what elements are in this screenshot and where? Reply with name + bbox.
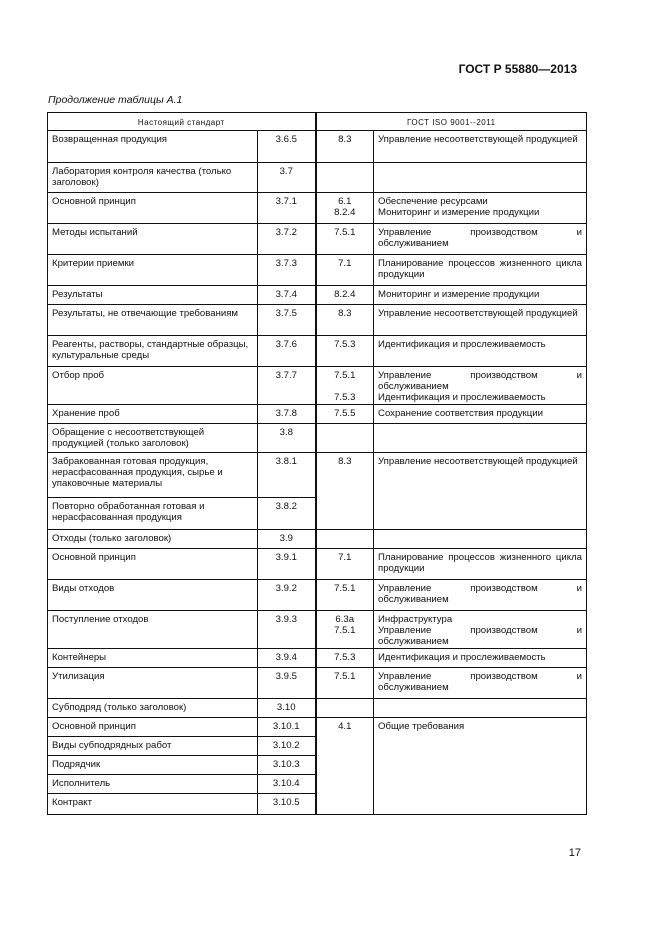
iso-description-cell [374,530,587,549]
table-row [48,163,587,193]
term-cell: Контракт [48,794,258,815]
iso-clause-cell: 6.1 8.2.4 [316,193,374,224]
clause-number-cell: 3.9.2 [258,580,316,611]
term-cell: Поступление отходов [48,611,258,649]
table-row [48,255,587,286]
table-row [48,718,587,737]
table-row [48,336,587,367]
clause-number-cell: 3.9.5 [258,668,316,699]
clause-number-cell: 3.7 [258,163,316,193]
term-cell: Контейнеры [48,649,258,668]
clause-number-cell: 3.8.1 [258,453,316,498]
table-row [48,453,587,498]
clause-number-cell: 3.8 [258,424,316,453]
table-row [48,193,587,224]
iso-clause-cell: 8.3 [316,453,374,530]
term-cell: Виды отходов [48,580,258,611]
term-cell: Подрядчик [48,756,258,775]
term-cell: Основной принцип [48,193,258,224]
iso-clause-cell [316,699,374,718]
table-row [48,405,587,424]
header-iso-standard: ГОСТ ISO 9001--2011 [316,113,587,131]
table-header-row [48,113,587,131]
iso-description-cell: Управление производством и обслуживанием Идентификация и прослеживаемость [374,367,587,405]
iso-description-cell: Идентификация и прослеживаемость [374,336,587,367]
term-cell: Забракованная готовая продукция, нерасфасованная продукция, сырье и упаковочные материалы [48,453,258,498]
iso-description-cell: Планирование процессов жизненного цикла продукции [374,255,587,286]
iso-description-cell [374,424,587,453]
iso-description-cell: Мониторинг и измерение продукции [374,286,587,305]
table-row [48,699,587,718]
table-row [48,649,587,668]
iso-clause-cell: 8.3 [316,305,374,336]
clause-number-cell: 3.10.2 [258,737,316,756]
iso-clause-cell: 7.5.3 [316,336,374,367]
term-cell: Утилизация [48,668,258,699]
clause-number-cell: 3.9.3 [258,611,316,649]
iso-description-cell: Планирование процессов жизненного цикла продукции [374,549,587,580]
iso-clause-cell: 7.5.5 [316,405,374,424]
iso-description-cell: Управление несоответствующей продукцией [374,131,587,163]
clause-number-cell: 3.7.2 [258,224,316,255]
table-row [48,305,587,336]
iso-description-cell: Управление производством и обслуживанием [374,668,587,699]
correspondence-table [47,112,587,815]
term-cell: Хранение проб [48,405,258,424]
table-row [48,530,587,549]
table-row [48,224,587,255]
table-row [48,580,587,611]
table-row [48,131,587,163]
table-caption: Продолжение таблицы А.1 [48,94,183,106]
iso-description-cell: Управление несоответствующей продукцией [374,453,587,530]
clause-number-cell: 3.8.2 [258,498,316,530]
term-cell: Субподряд (только заголовок) [48,699,258,718]
clause-number-cell: 3.7.1 [258,193,316,224]
clause-number-cell: 3.7.6 [258,336,316,367]
term-cell: Лаборатория контроля качества (только заголовок) [48,163,258,193]
iso-clause-cell: 8.3 [316,131,374,163]
clause-number-cell: 3.6.5 [258,131,316,163]
iso-clause-cell: 4.1 [316,718,374,815]
iso-description-cell: Идентификация и прослеживаемость [374,649,587,668]
iso-clause-cell: 6.3а 7.5.1 [316,611,374,649]
term-cell: Повторно обработанная готовая и нерасфасованная продукция [48,498,258,530]
table-row [48,611,587,649]
term-cell: Обращение с несоответствующей продукцией (только заголовок) [48,424,258,453]
iso-clause-cell [316,163,374,193]
iso-clause-cell: 8.2.4 [316,286,374,305]
clause-number-cell: 3.10 [258,699,316,718]
iso-description-cell: Управление производством и обслуживанием [374,224,587,255]
clause-number-cell: 3.9.4 [258,649,316,668]
iso-clause-cell: 7.1 [316,549,374,580]
table-row [48,549,587,580]
iso-clause-cell [316,530,374,549]
clause-number-cell: 3.10.3 [258,756,316,775]
term-cell: Основной принцип [48,549,258,580]
iso-description-cell: Управление несоответствующей продукцией [374,305,587,336]
term-cell: Основной принцип [48,718,258,737]
term-cell: Отбор проб [48,367,258,405]
table-row [48,668,587,699]
clause-number-cell: 3.10.5 [258,794,316,815]
iso-clause-cell: 7.5.3 [316,649,374,668]
term-cell: Критерии приемки [48,255,258,286]
table-row [48,286,587,305]
iso-description-cell: Обеспечение ресурсами Мониторинг и измерение продукции [374,193,587,224]
clause-number-cell: 3.7.5 [258,305,316,336]
table-row [48,424,587,453]
term-cell: Виды субподрядных работ [48,737,258,756]
clause-number-cell: 3.9.1 [258,549,316,580]
iso-clause-cell: 7.5.1 7.5.3 [316,367,374,405]
clause-number-cell: 3.7.8 [258,405,316,424]
term-cell: Результаты, не отвечающие требованиям [48,305,258,336]
clause-number-cell: 3.7.3 [258,255,316,286]
iso-description-cell: Сохранение соответствия продукции [374,405,587,424]
iso-description-cell: Управление производством и обслуживанием [374,580,587,611]
term-cell: Возвращенная продукция [48,131,258,163]
term-cell: Отходы (только заголовок) [48,530,258,549]
clause-number-cell: 3.10.1 [258,718,316,737]
iso-description-cell [374,163,587,193]
iso-clause-cell: 7.5.1 [316,224,374,255]
clause-number-cell: 3.9 [258,530,316,549]
term-cell: Исполнитель [48,775,258,794]
document-code: ГОСТ Р 55880—2013 [458,62,577,76]
page-number: 17 [568,847,581,859]
iso-description-cell: Инфраструктура Управление производством и обслуживанием [374,611,587,649]
iso-description-cell: Общие требования [374,718,587,815]
iso-clause-cell: 7.5.1 [316,668,374,699]
header-current-standard: Настоящий стандарт [48,113,316,131]
clause-number-cell: 3.10.4 [258,775,316,794]
iso-description-cell [374,699,587,718]
table-row [48,367,587,405]
term-cell: Методы испытаний [48,224,258,255]
clause-number-cell: 3.7.4 [258,286,316,305]
clause-number-cell: 3.7.7 [258,367,316,405]
term-cell: Результаты [48,286,258,305]
iso-clause-cell: 7.1 [316,255,374,286]
term-cell: Реагенты, растворы, стандартные образцы, культуральные среды [48,336,258,367]
iso-clause-cell [316,424,374,453]
iso-clause-cell: 7.5.1 [316,580,374,611]
